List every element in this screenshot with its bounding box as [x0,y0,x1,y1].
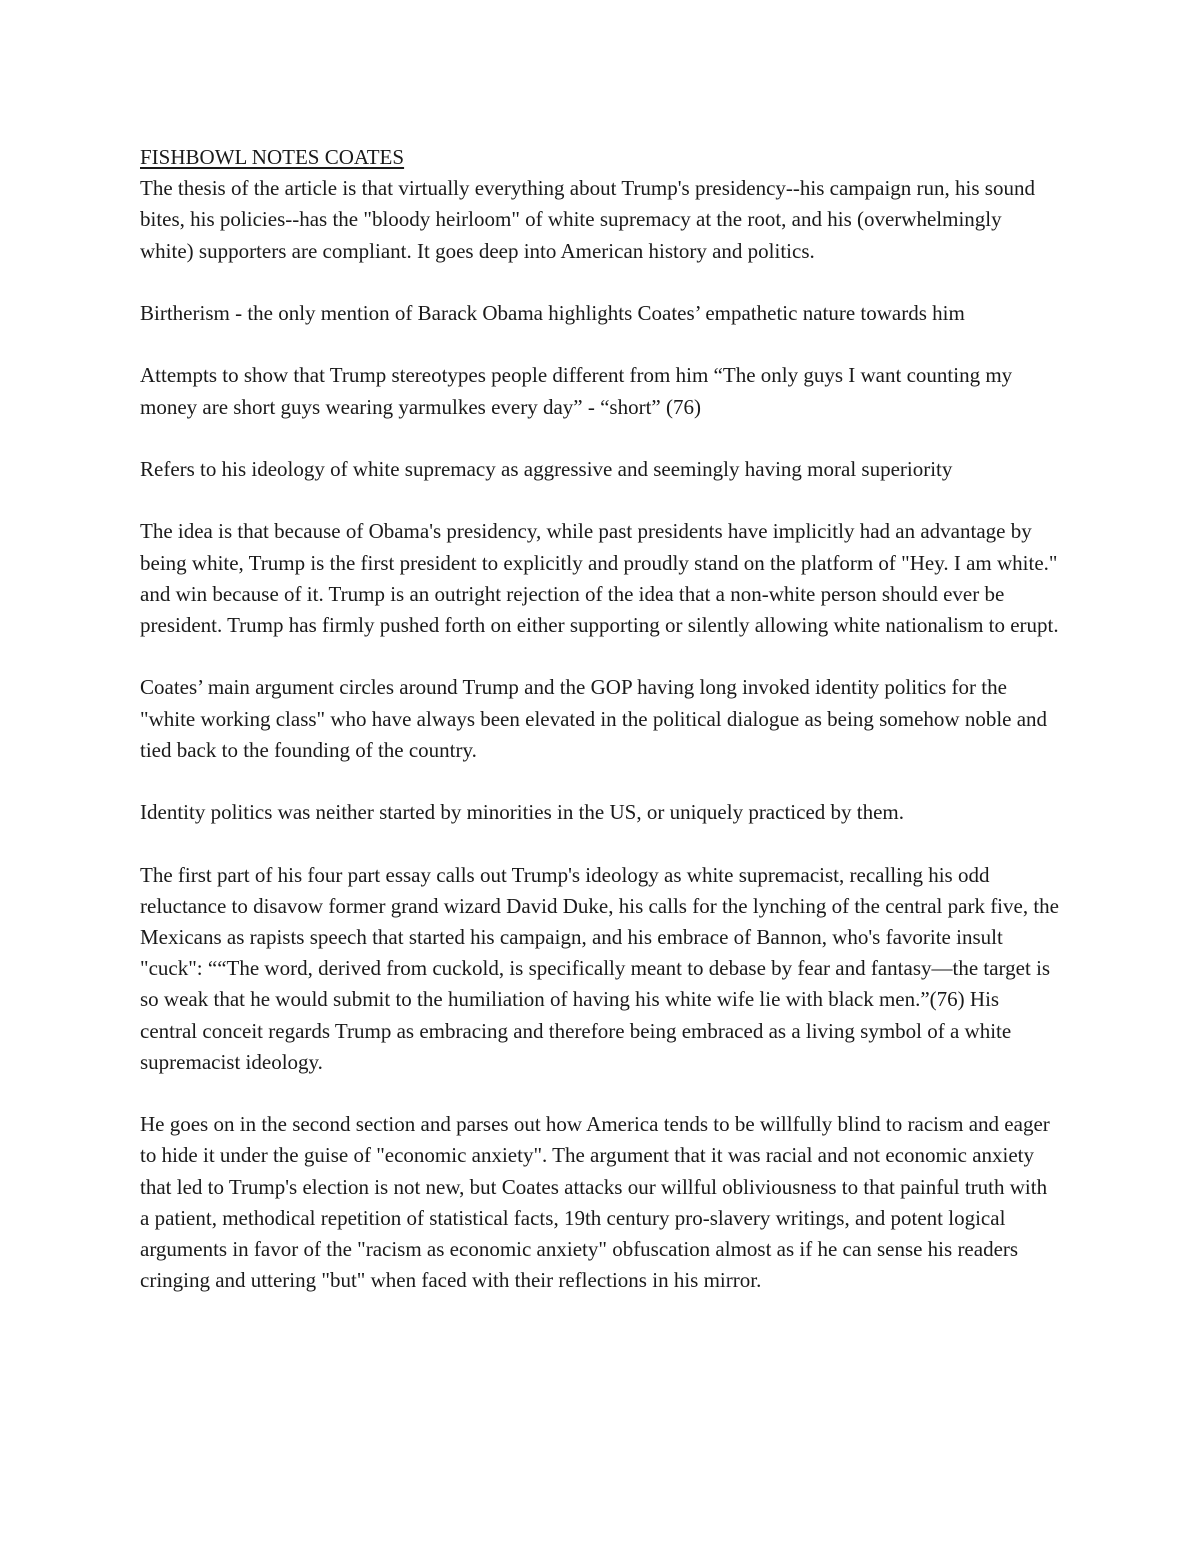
paragraph-second-section: He goes on in the second section and parses out how America tends to be willfully blind to racism and eager to hide it under the guise of "economic anxiety". The argument that it was racial and not economic anxiety that led to Trump's election is not new, but Coates attacks our willful obliviousness to that painful truth with a patient, methodical repetition of statistical facts, 19th century pro-slavery writings, and potent logical arguments in favor of the "racism as economic anxiety" obfuscation almost as if he can sense his readers cringing and uttering "but" when faced with their reflections in his mirror. [140,1112,1050,1293]
paragraph-birtherism: Birtherism - the only mention of Barack Obama highlights Coates’ empathetic nature towards him [140,301,965,325]
paragraph-ideology: Refers to his ideology of white supremacy as aggressive and seemingly having moral superiority [140,456,953,481]
paragraph-obama-presidency: The idea is that because of Obama's presidency, while past presidents have implicitly had an advantage by being white, Trump is the first president to explicitly and proudly stand on the platform of "Hey. I am white." and win because of it. Trump is an outright rejection of the idea that a non-white person should ever be president. Trump has firmly pushed forth on either supporting or silently allowing white nationalism to erupt. [140,519,1059,637]
paragraph-main-argument: Coates’ main argument circles around Trump and the GOP having long invoked identity politics for the "white working class" who have always been elevated in the political dialogue as being somehow noble and tied back to the founding of the country. [140,675,1048,762]
paragraph-first-part: The first part of his four part essay calls out Trump's ideology as white supremacist, recalling his odd reluctance to disavow former grand wizard David Duke, his calls for the lynching of the central park five, the Mexicans as rapists speech that started his campaign, and his embrace of Bannon, who's favorite insult "cuck": ““The word, derived from cuckold, is specifically meant to debase by fear and fantasy—the target is so weak that he would submit to the humiliation of having his white wife lie with black men.”(76) His central conceit regards Trump as embracing and therefore being embraced as a living symbol of a white supremacist ideology. [140,862,1059,1074]
paragraph-identity-politics: Identity politics was neither started by minorities in the US, or uniquely practiced by them. [140,800,904,825]
paragraph-stereotypes: Attempts to show that Trump stereotypes people different from him “The only guys I want counting my money are short guys wearing yarmulkes every day” - “short” (76) [140,363,1013,419]
document-body [140,142,1060,1328]
paragraph-thesis: The thesis of the article is that virtually everything about Trump's presidency--his campaign run, his sound bites, his policies--has the "bloody heirloom" of white supremacy at the root, and his (overwhelmingly white) supporters are compliant. It goes deep into American history and politics. [140,176,1035,263]
document-title: FISHBOWL NOTES COATES [140,145,405,169]
